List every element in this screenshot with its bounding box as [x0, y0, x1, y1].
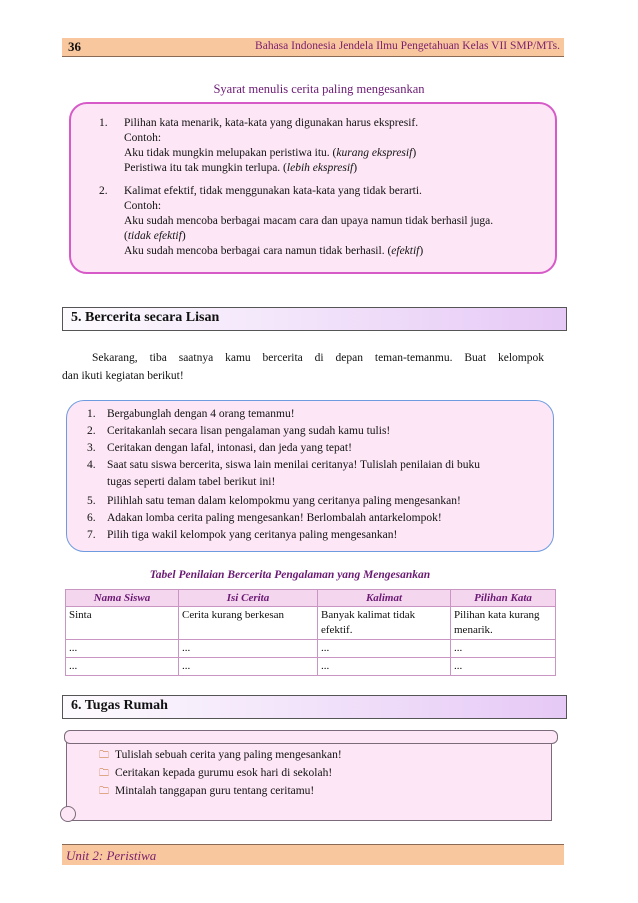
table-cell: Banyak kalimat tidak efektif. — [318, 607, 451, 640]
table-caption: Tabel Penilaian Bercerita Pengalaman yang Mengesankan — [149, 569, 431, 581]
assessment-table — [65, 589, 556, 676]
table-row — [66, 658, 556, 676]
table-cell: ... — [318, 640, 451, 658]
example-line: Aku sudah mencoba berbagai cara namun tidak berhasil. (efektif) — [124, 245, 424, 257]
page-header — [62, 38, 564, 57]
table-cell: ... — [179, 640, 318, 658]
running-title: Bahasa Indonesia Jendela Ilmu Pengetahuan Kelas VII SMP/MTs. — [255, 40, 560, 52]
section-6-heading — [62, 695, 567, 719]
column-header: Pilihan Kata — [451, 590, 556, 607]
writing-requirements-heading: Syarat menulis cerita paling mengesankan — [213, 82, 425, 96]
example-line: Aku tidak mungkin melupakan peristiwa itu. (kurang ekspresif) — [124, 147, 417, 159]
writing-requirements-box — [69, 102, 557, 274]
column-header: Kalimat — [318, 590, 451, 607]
column-header: Isi Cerita — [179, 590, 318, 607]
example-label: Contoh: — [124, 200, 162, 212]
requirement-number: 1. — [99, 117, 108, 129]
requirement-number: 2. — [99, 185, 108, 197]
scroll-top-roll — [64, 730, 558, 744]
task-item: 🗀 Tulislah sebuah cerita yang paling mengesankan! — [99, 749, 342, 761]
requirement-text: Pilihan kata menarik, kata-kata yang digunakan harus ekspresif. — [124, 117, 419, 129]
scroll-bottom-roll — [60, 806, 76, 822]
section-5-title: 5. Bercerita secara Lisan — [71, 310, 220, 325]
folder-icon: 🗀 — [99, 768, 109, 779]
table-cell: ... — [66, 658, 179, 676]
table-header-row — [66, 590, 556, 607]
activity-steps-box: 1. Bergabunglah dengan 4 orang temanmu! 2. Ceritakanlah secara lisan pengalaman yang sudah kamu tulis! 3. Ceritakan dengan lafal, intonasi, dan jeda yang tepat! 4. Saat satu siswa bercerita, siswa lain menilai ceritanya! Tulislah penilaian di buku tugas seperti dalam tabel berikut ini! 5. Pilihlah satu teman dalam kelompokmu yang ceritanya paling mengesankan! 6. Adakan lomba cerita paling mengesankan! Berlombalah antarkelompok! 7. Pilih tiga wakil kelompok yang ceritanya paling mengesankan! — [66, 400, 554, 552]
table-row — [66, 640, 556, 658]
task-item: 🗀 Ceritakan kepada gurumu esok hari di sekolah! — [99, 767, 333, 779]
page-number: 36 — [68, 39, 81, 54]
folder-icon: 🗀 — [99, 750, 109, 761]
homework-scroll-box — [66, 735, 552, 821]
table-cell: ... — [179, 658, 318, 676]
table-cell: Pilihan kata kurang menarik. — [451, 607, 556, 640]
section-6-title: 6. Tugas Rumah — [71, 698, 168, 713]
example-line: (tidak efektif) — [124, 230, 186, 242]
example-line: Peristiwa itu tak mungkin terlupa. (lebih ekspresif) — [124, 162, 358, 174]
requirement-text: Kalimat efektif, tidak menggunakan kata-kata yang tidak berarti. — [124, 185, 422, 197]
section-5-intro: Sekarang, tiba saatnya kamu bercerita di depan teman-temanmu. Buat kelompok dan ikuti kegiatan berikut! — [62, 352, 544, 382]
table-row — [66, 607, 556, 640]
footer-unit-title: Unit 2: Peristiwa — [66, 848, 157, 863]
table-cell: ... — [66, 640, 179, 658]
example-line: Aku sudah mencoba berbagai macam cara dan upaya namun tidak berhasil juga. — [124, 215, 494, 227]
table-cell: Cerita kurang berkesan — [179, 607, 318, 640]
task-item: 🗀 Mintalah tanggapan guru tentang ceritamu! — [99, 785, 315, 797]
table-cell: ... — [451, 658, 556, 676]
column-header: Nama Siswa — [66, 590, 179, 607]
example-label: Contoh: — [124, 132, 162, 144]
table-cell: ... — [318, 658, 451, 676]
section-5-heading — [62, 307, 567, 331]
table-cell: ... — [451, 640, 556, 658]
folder-icon: 🗀 — [99, 786, 109, 797]
table-cell: Sinta — [66, 607, 179, 640]
page-footer — [62, 844, 564, 865]
